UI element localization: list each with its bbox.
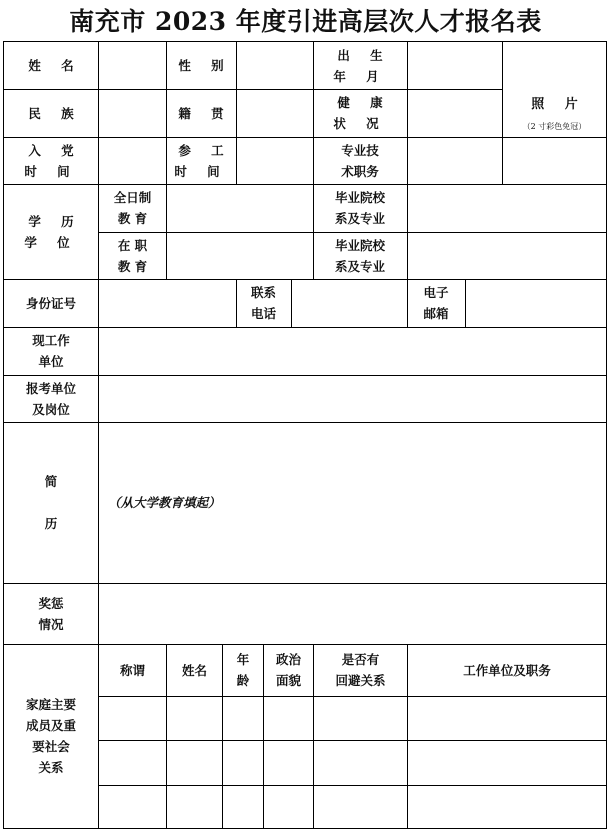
label-gender: 性 别 bbox=[178, 58, 232, 73]
current-unit-field[interactable] bbox=[99, 327, 606, 375]
label-grad-school-1: 毕业院校 系及专业 bbox=[334, 190, 385, 226]
family-header-workplace: 工作单位及职务 bbox=[463, 662, 551, 678]
inservice-field[interactable] bbox=[167, 232, 313, 279]
work-start-field[interactable] bbox=[237, 137, 313, 184]
family-header-relation: 称谓 bbox=[119, 662, 145, 678]
birth-field[interactable] bbox=[408, 42, 502, 89]
native-place-field[interactable] bbox=[237, 89, 313, 137]
label-photo-note: （2 寸彩色免冠） bbox=[522, 121, 587, 131]
family-row-3[interactable] bbox=[99, 785, 606, 828]
resume-hint: （从大学教育填起） bbox=[108, 495, 221, 510]
label-photo: 照 片 bbox=[531, 96, 586, 112]
apply-unit-field[interactable] bbox=[99, 375, 606, 422]
family-header-avoidance: 是否有 回避关系 bbox=[335, 652, 386, 688]
label-fulltime: 全日制 教 育 bbox=[113, 190, 152, 226]
label-party-join: 入 党 时 间 bbox=[24, 142, 82, 179]
label-native-place: 籍 贯 bbox=[178, 105, 232, 121]
label-health: 健 康 状 况 bbox=[333, 95, 391, 131]
family-header-age: 年 龄 bbox=[236, 652, 250, 688]
health-field[interactable] bbox=[408, 89, 502, 137]
ethnicity-field[interactable] bbox=[99, 89, 166, 137]
grad-school-1-field[interactable] bbox=[408, 184, 606, 232]
email-field[interactable] bbox=[466, 279, 606, 327]
registration-form bbox=[3, 41, 607, 829]
label-phone: 联系 电话 bbox=[250, 285, 276, 321]
title-post-field[interactable] bbox=[408, 137, 502, 184]
label-title-post: 专业技 术职务 bbox=[341, 142, 379, 179]
family-row-2[interactable] bbox=[99, 740, 606, 785]
party-join-field[interactable] bbox=[99, 137, 166, 184]
label-id-number: 身份证号 bbox=[25, 295, 76, 311]
label-education: 学 历 学 位 bbox=[24, 213, 82, 250]
label-apply-unit: 报考单位 及岗位 bbox=[25, 380, 76, 417]
fulltime-field[interactable] bbox=[167, 184, 313, 232]
label-work-start: 参 工 时 间 bbox=[174, 142, 232, 179]
label-family: 家庭主要 成员及重 要社会 关系 bbox=[25, 697, 76, 775]
family-row-1[interactable] bbox=[99, 696, 606, 740]
family-header-name: 姓名 bbox=[181, 662, 207, 678]
grad-school-2-field[interactable] bbox=[408, 232, 606, 279]
label-inservice: 在 职 教 育 bbox=[117, 237, 148, 274]
label-grad-school-2: 毕业院校 系及专业 bbox=[334, 237, 385, 274]
resume-field[interactable] bbox=[108, 422, 604, 583]
id-number-field[interactable] bbox=[99, 279, 236, 327]
family-header-politics: 政治 面貌 bbox=[275, 652, 301, 688]
gender-field[interactable] bbox=[237, 42, 313, 89]
label-awards: 奖惩 情况 bbox=[38, 595, 64, 632]
phone-field[interactable] bbox=[292, 279, 407, 327]
label-name: 姓 名 bbox=[28, 58, 82, 73]
label-birth: 出 生 年 月 bbox=[333, 47, 391, 84]
label-email: 电子 邮箱 bbox=[423, 285, 449, 321]
name-field[interactable] bbox=[99, 42, 166, 89]
label-current-unit: 现工作 单位 bbox=[32, 333, 70, 369]
photo-box[interactable] bbox=[503, 42, 606, 184]
label-ethnicity: 民 族 bbox=[28, 105, 82, 121]
label-resume: 简 历 bbox=[44, 474, 58, 531]
awards-field[interactable] bbox=[99, 583, 606, 644]
form-title: 南充市 2023 年度引进高层次人才报名表 bbox=[69, 7, 542, 36]
